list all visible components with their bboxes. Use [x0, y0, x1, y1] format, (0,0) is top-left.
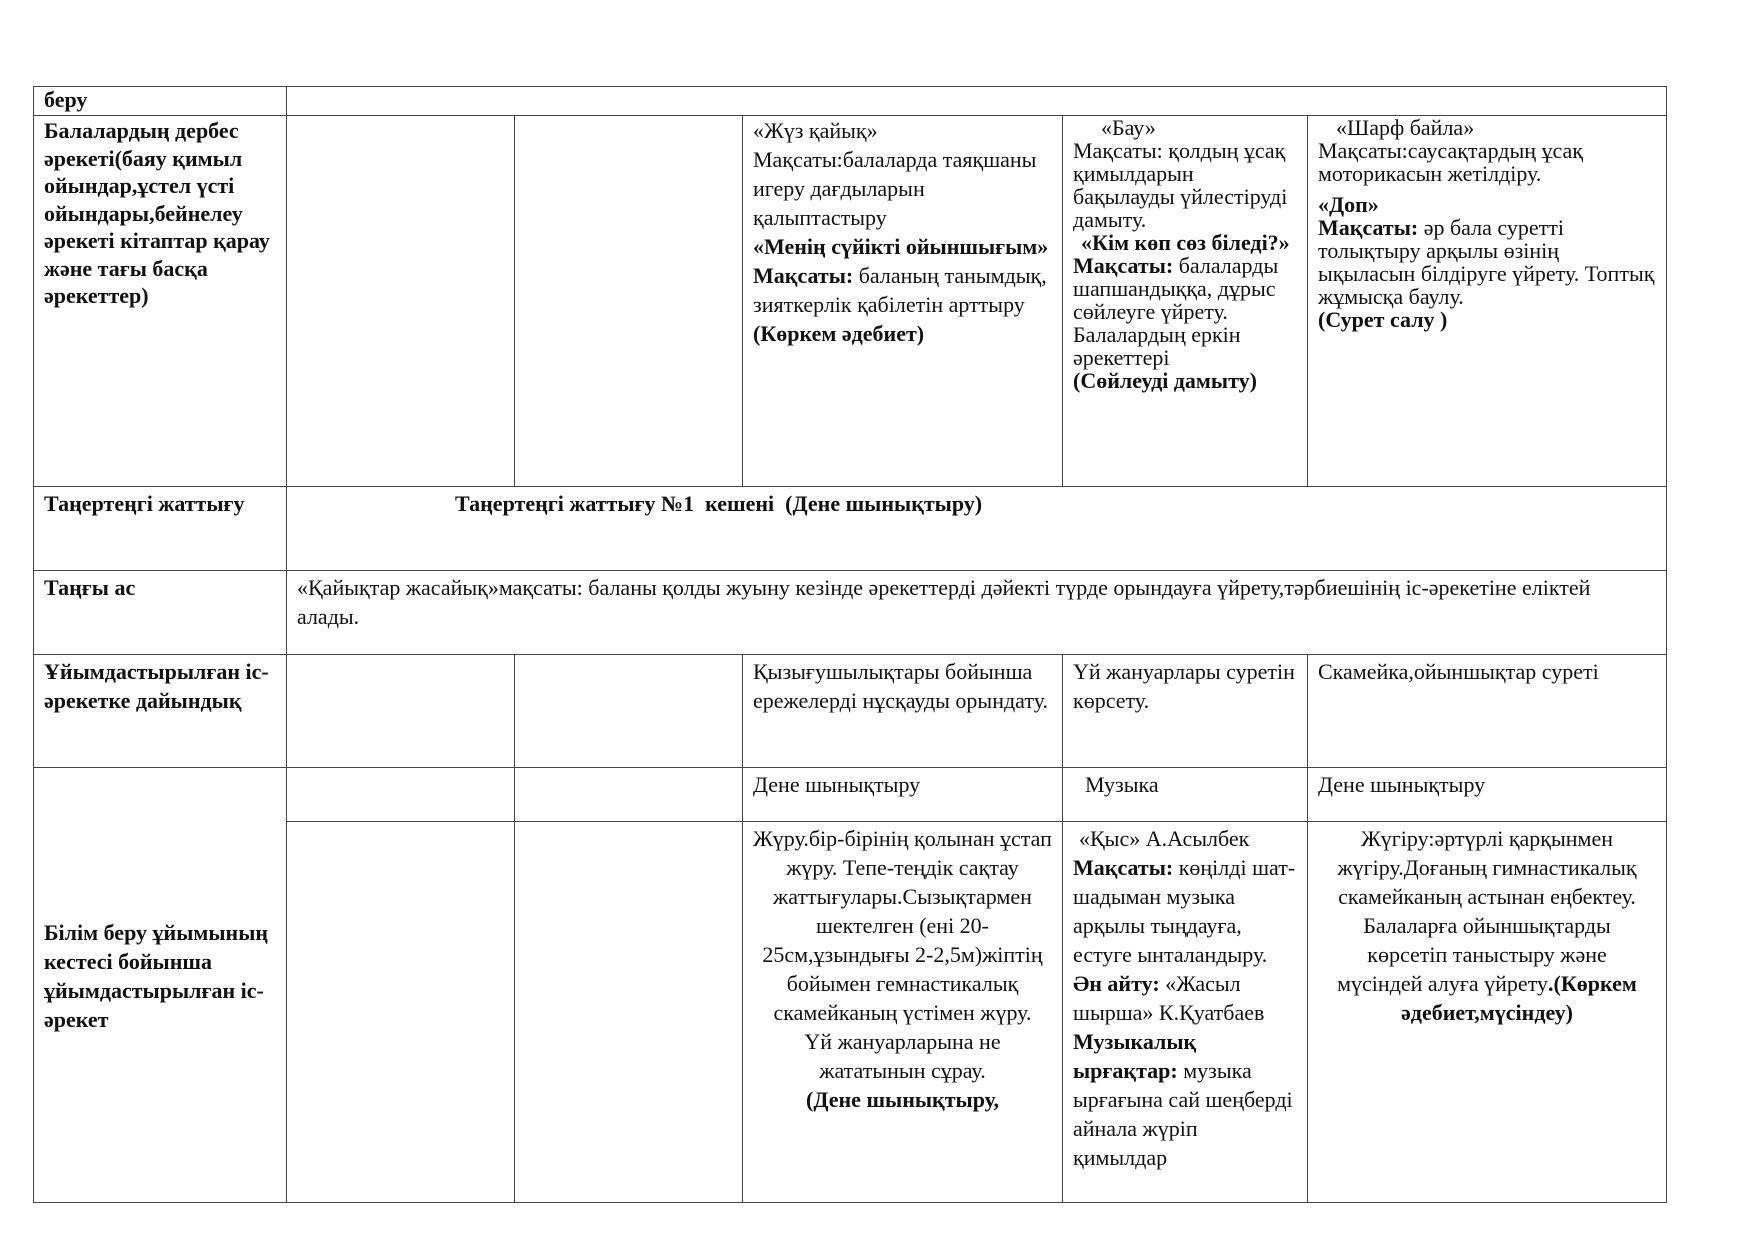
thu-sing-text: «Жасыл шырша» К.Қуатбаев — [1073, 971, 1265, 1025]
wed-game1-goal: Мақсаты:балаларда таяқшаны игеру дағдыларын қалыптастыру — [753, 147, 1037, 230]
fri-game2-goal-label: Мақсаты: — [1318, 215, 1419, 240]
thu-rhythm-label: Музыкалық ырғақтар: — [1073, 1029, 1197, 1083]
row-label-breakfast: Таңғы ас — [34, 571, 287, 655]
morning-exercise-text: Таңертеңгі жаттығу №1 кешені (Дене шынықтыру) — [455, 491, 983, 516]
cell-preparation-tue — [515, 655, 743, 768]
wed-game1-title: «Жүз қайық» — [753, 118, 878, 143]
thu-game1-goal: Мақсаты: қолдың ұсақ қимылдарын бақылауды үйлестіруді дамыту. — [1073, 138, 1288, 232]
thu-goal-text: көңілді шат-шадыман музыка арқылы тыңдауға, естуге ынталандыру. — [1073, 855, 1296, 967]
fri-game2-title: «Доп» — [1318, 192, 1379, 217]
cell-preparation-wed: Қызығушылықтары бойынша ережелерді нұсқауды орындату. — [743, 655, 1063, 768]
cell-independent-tue — [515, 116, 743, 487]
row-label-preparation: Ұйымдастырылған іс- әрекетке дайындық — [34, 655, 287, 768]
row-label-independent-activity: Балалардың дербес әрекеті(баяу қимыл ойындар,ұстел үсті ойындары,бейнелеу әрекеті кітаптар қарау және тағы басқа әрекеттер) — [34, 116, 287, 487]
thu-rhythm-text: музыка ырғағына сай шеңберді айнала жүріп қимылдар — [1073, 1058, 1293, 1170]
thu-game1-title: «Бау» — [1101, 115, 1156, 140]
fri-game2-goal — [1318, 216, 1656, 308]
cell-schedule-subject-tue — [515, 768, 743, 822]
cell-independent-fri — [1308, 116, 1667, 487]
cell-schedule-subject-wed: Дене шынықтыру — [743, 768, 1063, 822]
thu-subject: (Сөйлеуді дамыту) — [1073, 368, 1257, 393]
cell-morning-exercise — [287, 487, 1667, 571]
row-independent-activity — [34, 116, 1667, 487]
thu-goal — [1073, 853, 1297, 969]
thu-game2-title: «Кім көп сөз біледі?» — [1081, 230, 1290, 255]
wed-schedule-subject-note: (Дене шынықтыру, — [806, 1087, 999, 1112]
row-beru — [34, 87, 1667, 116]
fri-game2-goal-text: әр бала суретті толықтыру арқылы өзінің ықыласын білдіруге үйрету. Топтық жұмысқа баулу. — [1318, 215, 1655, 309]
row-label-morning-exercise: Таңертеңгі жаттығу — [34, 487, 287, 571]
cell-schedule-content-tue — [515, 822, 743, 1203]
wed-schedule-text2: Үй жануарларына не жататынын сұрау. — [804, 1029, 1001, 1083]
thu-goal-label: Мақсаты: — [1073, 855, 1174, 880]
cell-independent-wed — [743, 116, 1063, 487]
cell-independent-mon — [287, 116, 515, 487]
fri-schedule-text: Жүгіру:әртүрлі қарқынмен жүгіру.Доғаның гимнастикалық скамейканың астынан еңбектеу. Балаларға ойыншықтарды көрсетіп таныстыру және мүсіндей алуға үйрету — [1337, 826, 1637, 996]
thu-game2-goal-label: Мақсаты: — [1073, 253, 1174, 278]
cell-independent-thu — [1063, 116, 1308, 487]
cell-preparation-mon — [287, 655, 515, 768]
cell-schedule-subject-fri: Дене шынықтыру — [1308, 768, 1667, 822]
wed-game2-goal-label: Мақсаты: — [753, 263, 854, 288]
cell-schedule-content-wed — [743, 822, 1063, 1203]
cell-preparation-fri: Скамейка,ойыншықтар суреті — [1308, 655, 1667, 768]
cell-breakfast: «Қайықтар жасайық»мақсаты: баланы қолды жуыну кезінде әрекеттерді дәйекті түрде орындауға үйрету,тәрбиешінің іс-әрекетіне еліктей алады. — [287, 571, 1667, 655]
wed-subject-open: ( — [753, 321, 761, 346]
cell-schedule-content-fri — [1308, 822, 1667, 1203]
cell-schedule-subject-thu: Музыка — [1063, 768, 1308, 822]
cell-schedule-content-mon — [287, 822, 515, 1203]
row-label-schedule-text: Білім беру ұйымының кестесі бойынша ұйымдастырылған іс-әрекет — [44, 920, 269, 1032]
thu-song: «Қыс» А.Асылбек — [1079, 826, 1250, 851]
row-preparation — [34, 655, 1667, 768]
thu-sing — [1073, 969, 1297, 1027]
fri-game1-title: «Шарф байла» — [1336, 115, 1475, 140]
thu-sing-label: Ән айту: — [1073, 971, 1160, 996]
wed-subject-text: Көркем әдебиет) — [760, 321, 925, 346]
cell-beru-empty — [287, 87, 1667, 116]
thu-extra: Балалардың еркін әрекеттері — [1073, 322, 1241, 370]
fri-schedule-subject-note: .(Көркем әдебиет,мүсіндеу) — [1401, 971, 1637, 1025]
thu-game2-goal — [1073, 254, 1297, 323]
wed-subject — [753, 319, 1052, 348]
fri-subject: (Сурет салу ) — [1318, 307, 1448, 332]
wed-schedule-text: Жүру.бір-бірінің қолынан ұстап жүру. Тепе-теңдік сақтау жаттығулары.Сызықтармен шектелген (ені 20-25см,ұзындығы 2-2,5м)жіптің бойымен гемнастикалық скамейканың үстімен жүру. — [753, 826, 1052, 1025]
cell-schedule-content-thu — [1063, 822, 1308, 1203]
row-label-schedule — [34, 768, 287, 1203]
thu-game2-goal-text: балаларды шапшандыққа, дұрыс сөйлеуге үйрету. — [1073, 253, 1279, 324]
row-schedule-subjects — [34, 768, 1667, 822]
cell-schedule-subject-mon — [287, 768, 515, 822]
wed-game2-goal-text: баланың танымдық, зияткерлік қабілетін арттыру — [753, 263, 1047, 317]
wed-game2-title: «Менің сүйікті ойыншығым» — [753, 234, 1049, 259]
plan-table — [33, 86, 1667, 1203]
thu-rhythm — [1073, 1027, 1297, 1172]
row-label-beru: беру — [34, 87, 287, 116]
row-breakfast — [34, 571, 1667, 655]
fri-game1-goal: Мақсаты:саусақтардың ұсақ моторикасын жетілдіру. — [1318, 138, 1584, 186]
cell-preparation-thu: Үй жануарлары суретін көрсету. — [1063, 655, 1308, 768]
row-morning-exercise — [34, 487, 1667, 571]
wed-game2-goal — [753, 261, 1052, 319]
